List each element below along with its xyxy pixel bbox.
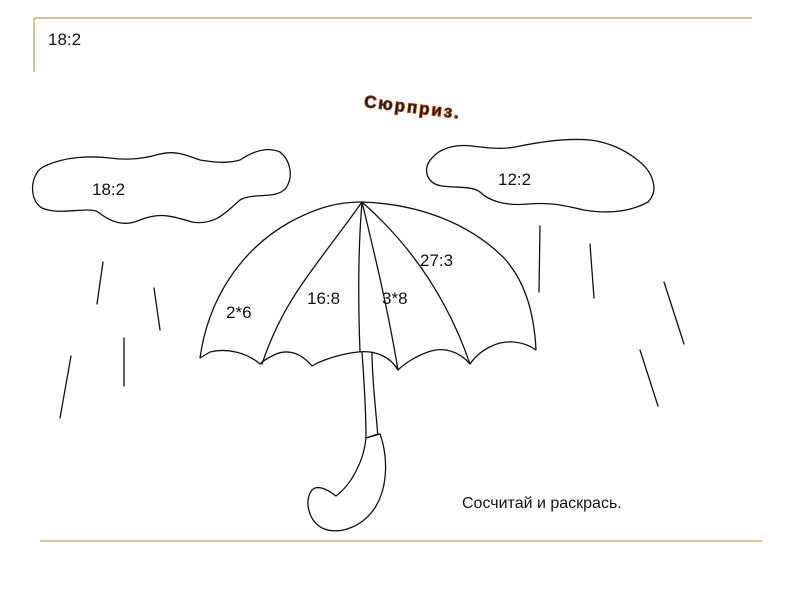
instruction-text: Сосчитай и раскрась. — [462, 495, 622, 512]
umbrella-section-2: 16:8 — [307, 289, 341, 308]
left-cloud — [33, 150, 291, 224]
cloud-left-expression: 18:2 — [92, 180, 126, 199]
umbrella-section-1: 2*6 — [226, 303, 252, 322]
right-cloud — [427, 139, 654, 211]
page-title: Сюрприз. — [363, 91, 463, 123]
cloud-right-expression: 12:2 — [498, 170, 532, 189]
umbrella-section-3: 3*8 — [382, 289, 408, 308]
umbrella — [200, 202, 536, 531]
umbrella-section-4: 27:3 — [420, 251, 454, 270]
top-rule-decoration — [34, 18, 752, 72]
corner-expression: 18:2 — [48, 30, 82, 49]
